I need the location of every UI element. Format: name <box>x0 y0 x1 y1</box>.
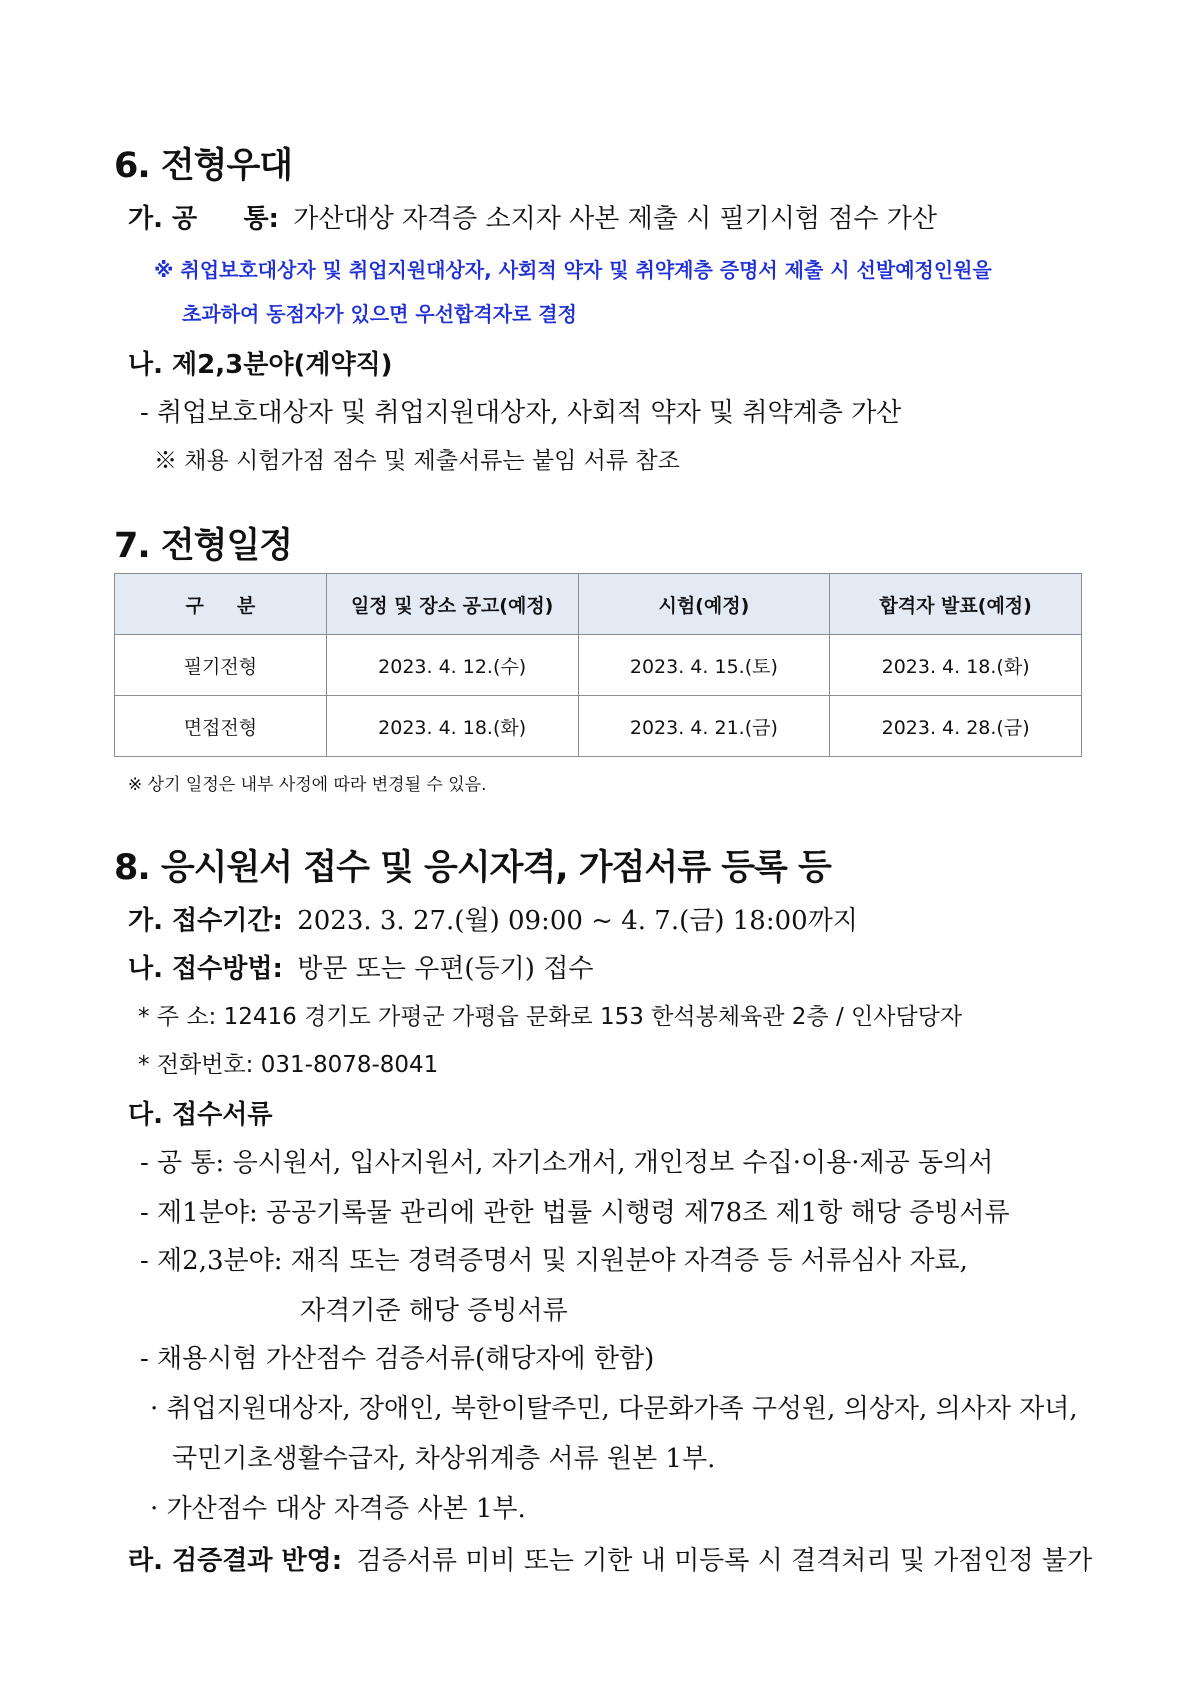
s6-note-line1: ※ 취업보호대상자 및 취업지원대상자, 사회적 약자 및 취약계층 증명서 제출 시 선발예정인원을 <box>154 258 992 282</box>
s8-item-a <box>128 900 858 937</box>
s6-note-line2: 초과하여 동점자가 있으면 우선합격자로 결정 <box>182 302 577 326</box>
s8-item-b-text: 방문 또는 우편(등기) 접수 <box>297 954 594 984</box>
s8-phone: * 전화번호: 031-8078-8041 <box>138 1052 439 1078</box>
list-item: 자격기준 해당 증빙서류 <box>300 1296 568 1326</box>
list-item: · 취업지원대상자, 장애인, 북한이탈주민, 다문화가족 구성원, 의상자, 의사자 자녀, <box>150 1394 1078 1424</box>
schedule-table <box>114 573 1082 757</box>
schedule-cell: 2023. 4. 18.(화) <box>326 696 578 757</box>
table-row <box>115 635 1082 696</box>
schedule-header-result: 합격자 발표(예정) <box>830 574 1082 635</box>
schedule-cell: 면접전형 <box>115 696 327 757</box>
s8-item-c-label: 다. 접수서류 <box>128 1100 273 1130</box>
schedule-cell: 2023. 4. 28.(금) <box>830 696 1082 757</box>
s6-item-b-text: - 취업보호대상자 및 취업지원대상자, 사회적 약자 및 취약계층 가산 <box>140 398 902 428</box>
list-item: - 공 통: 응시원서, 입사지원서, 자기소개서, 개인정보 수집·이용·제공 동의서 <box>140 1148 994 1178</box>
s6-item-b-note: ※ 채용 시험가점 점수 및 제출서류는 붙임 서류 참조 <box>154 448 680 474</box>
list-item: - 채용시험 가산점수 검증서류(해당자에 한함) <box>140 1344 655 1374</box>
schedule-header-exam: 시험(예정) <box>578 574 830 635</box>
schedule-header-row <box>115 574 1082 635</box>
schedule-cell: 2023. 4. 21.(금) <box>578 696 830 757</box>
list-item: - 제2,3분야: 재직 또는 경력증명서 및 지원분야 자격증 등 서류심사 자료, <box>140 1246 968 1276</box>
schedule-header-category: 구 분 <box>115 574 327 635</box>
schedule-cell: 필기전형 <box>115 635 327 696</box>
s6-item-a-label-end: 통: <box>243 204 279 234</box>
s8-item-d-text: 검증서류 미비 또는 기한 내 미등록 시 결격처리 및 가점인정 불가 <box>356 1546 1093 1576</box>
s7-note: ※ 상기 일정은 내부 사정에 따라 변경될 수 있음. <box>128 775 487 795</box>
s6-item-a-text: 가산대상 자격증 소지자 사본 제출 시 필기시험 점수 가산 <box>293 204 938 234</box>
s6-item-b-label: 나. 제2,3분야(계약직) <box>128 350 393 380</box>
s8-item-b <box>128 948 593 985</box>
s8-item-b-label: 나. 접수방법: <box>128 954 283 984</box>
s8-item-a-text: 2023. 3. 27.(월) 09:00 ~ 4. 7.(금) 18:00까지 <box>297 906 858 936</box>
schedule-header-announce: 일정 및 장소 공고(예정) <box>326 574 578 635</box>
list-item: 국민기초생활수급자, 차상위계층 서류 원본 1부. <box>172 1444 716 1474</box>
schedule-cell: 2023. 4. 12.(수) <box>326 635 578 696</box>
s8-address: * 주 소: 12416 경기도 가평군 가평읍 문화로 153 한석봉체육관 2층 / 인사담당자 <box>138 1004 963 1030</box>
section-6-heading: 6. 전형우대 <box>114 146 293 186</box>
schedule-cell: 2023. 4. 15.(토) <box>578 635 830 696</box>
schedule-cell: 2023. 4. 18.(화) <box>830 635 1082 696</box>
s6-item-a <box>128 198 937 235</box>
s8-item-a-label: 가. 접수기간: <box>128 906 283 936</box>
list-item: · 가산점수 대상 자격증 사본 1부. <box>150 1494 526 1524</box>
s8-item-d <box>128 1540 1092 1577</box>
section-8-heading: 8. 응시원서 접수 및 응시자격, 가점서류 등록 등 <box>114 848 831 888</box>
section-7-heading: 7. 전형일정 <box>114 526 293 566</box>
list-item: - 제1분야: 공공기록물 관리에 관한 법률 시행령 제78조 제1항 해당 증빙서류 <box>140 1198 1010 1228</box>
s8-item-d-label: 라. 검증결과 반영: <box>128 1546 343 1576</box>
table-row <box>115 696 1082 757</box>
s6-item-a-label-start: 가. 공 <box>128 204 198 234</box>
